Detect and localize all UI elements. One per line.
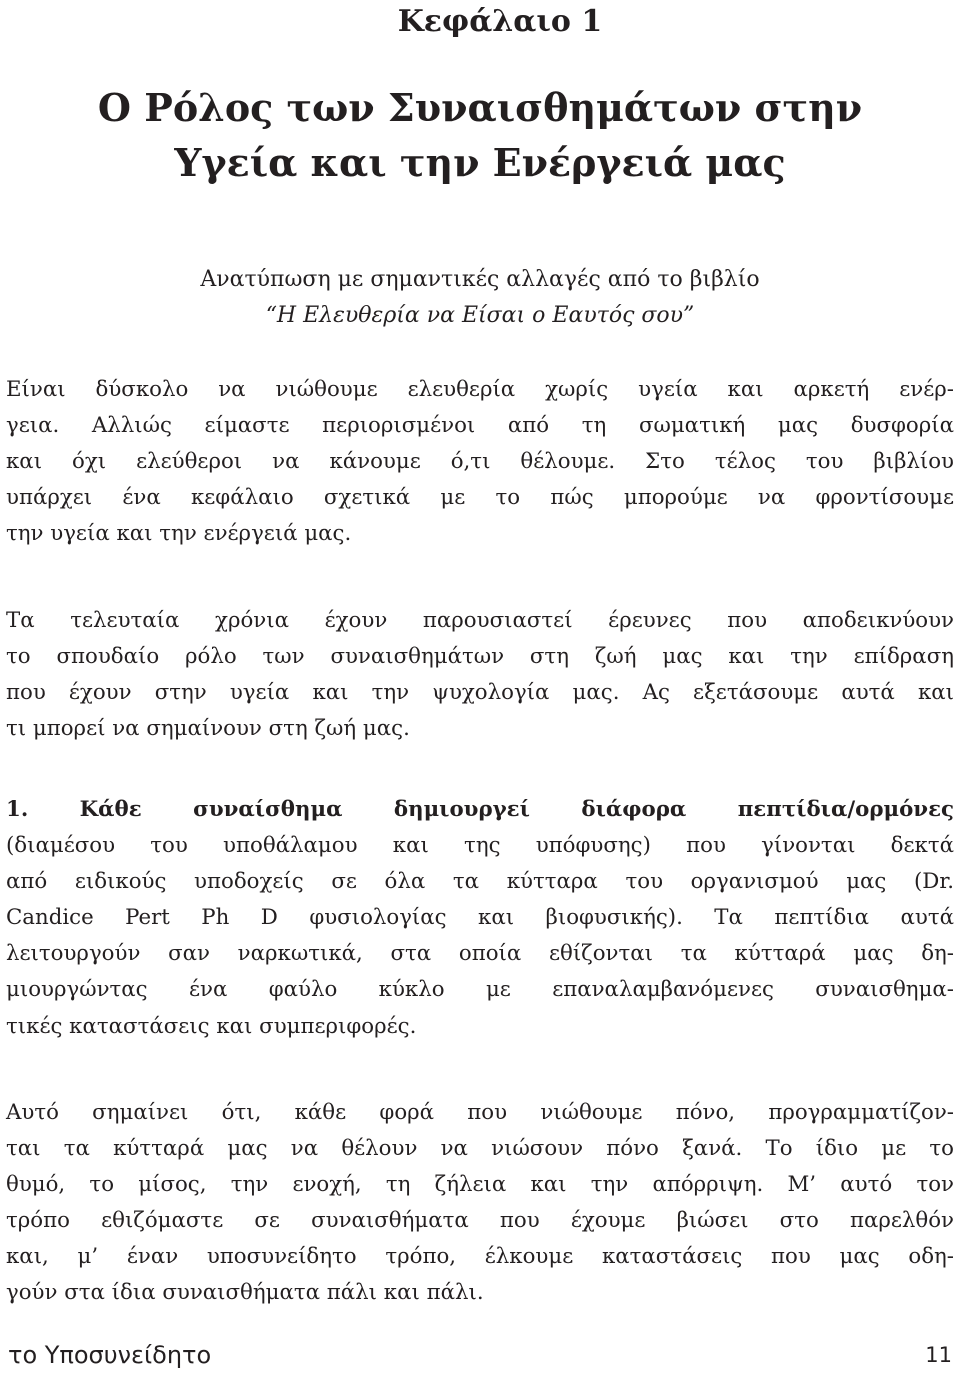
text-line: (διαμέσου του υποθάλαμου και της υπόφυσης) που γίνονται δεκτά	[6, 833, 954, 859]
paragraph-4	[6, 1095, 954, 1312]
chapter-title	[0, 80, 960, 190]
paragraph-2	[6, 603, 954, 747]
text-line: μιουργώντας ένα φαύλο κύκλο με επαναλαμβανόμενες συναισθημα-	[6, 977, 954, 1003]
text-line: γεια. Αλλιώς είμαστε περιορισμένοι από τη σωματική μας δυσφορία	[6, 413, 954, 439]
text-line: τρόπο εθιζόμαστε σε συναισθήματα που έχουμε βιώσει στο παρελθόν	[6, 1208, 954, 1234]
text-line: τικές καταστάσεις και συμπεριφορές.	[6, 1013, 417, 1039]
text-line: ται τα κύτταρά μας να θέλουν να νιώσουν πόνο ξανά. Το ίδιο με το	[6, 1136, 954, 1162]
text-line: θυμό, το μίσος, την ενοχή, τη ζήλεια και την απόρριψη. Μ’ αυτό τον	[6, 1172, 954, 1198]
paragraph-3	[6, 792, 954, 1045]
text-line: που έχουν στην υγεία και την ψυχολογία μας. Ας εξετάσουμε αυτά και	[6, 680, 954, 706]
text-line: υπάρχει ένα κεφάλαιο σχετικά με το πώς μπορούμε να φροντίσουμε	[6, 485, 954, 511]
page-footer	[8, 1337, 952, 1373]
text-line: Είναι δύσκολο να νιώθουμε ελευθερία χωρίς υγεία και αρκετή ενέρ-	[6, 377, 954, 402]
chapter-label: Κεφάλαιο 1	[397, 4, 603, 39]
text-line: τι μπορεί να σημαίνουν στη ζωή μας.	[6, 716, 410, 742]
text-line: από ειδικούς υποδοχείς σε όλα τα κύτταρα του οργανισμού μας (Dr.	[6, 869, 954, 895]
subtitle-reprint-note: Ανατύπωση με σημαντικές αλλαγές από το βιβλίο	[200, 267, 760, 292]
text-line: και όχι ελεύθεροι να κάνουμε ό,τι θέλουμε. Στο τέλος του βιβλίου	[6, 449, 954, 475]
chapter-title-line: Υγεία και την Ενέργειά μας	[174, 140, 786, 185]
text-line: Τα τελευταία χρόνια έχουν παρουσιαστεί έρευνες που αποδεικνύουν	[6, 608, 954, 633]
page-number: 11	[925, 1343, 952, 1367]
text-line: Αυτό σημαίνει ότι, κάθε φορά που νιώθουμε πόνο, προγραμματίζον-	[6, 1100, 954, 1125]
text-line: Candice Pert Ph D φυσιολογίας και βιοφυσικής). Τα πεπτίδια αυτά	[6, 905, 954, 931]
text-line: λειτουργούν σαν ναρκωτικά, στα οποία εθίζονται τα κύτταρά μας δη-	[6, 941, 954, 967]
text-line: και, μ’ έναν υποσυνείδητο τρόπο, έλκουμε καταστάσεις που μας οδη-	[6, 1244, 954, 1270]
chapter-title-line: Ο Ρόλος των Συναισθημάτων στην	[97, 85, 863, 130]
text-line: γούν στα ίδια συναισθήματα πάλι και πάλι.	[6, 1280, 484, 1306]
subtitle	[0, 262, 960, 334]
paragraph-1	[6, 372, 954, 552]
text-line: το σπουδαίο ρόλο των συναισθημάτων στη ζωή μας και την επίδραση	[6, 644, 954, 670]
numbered-point-heading: 1. Κάθε συναίσθημα δημιουργεί διάφορα πεπτίδια/ορμόνες	[6, 797, 954, 822]
footer-book-name: το Υποσυνείδητο	[8, 1341, 212, 1369]
subtitle-book-title: “Η Ελευθερία να Είσαι ο Εαυτός σου”	[265, 303, 695, 328]
text-line: την υγεία και την ενέργειά μας.	[6, 521, 352, 547]
